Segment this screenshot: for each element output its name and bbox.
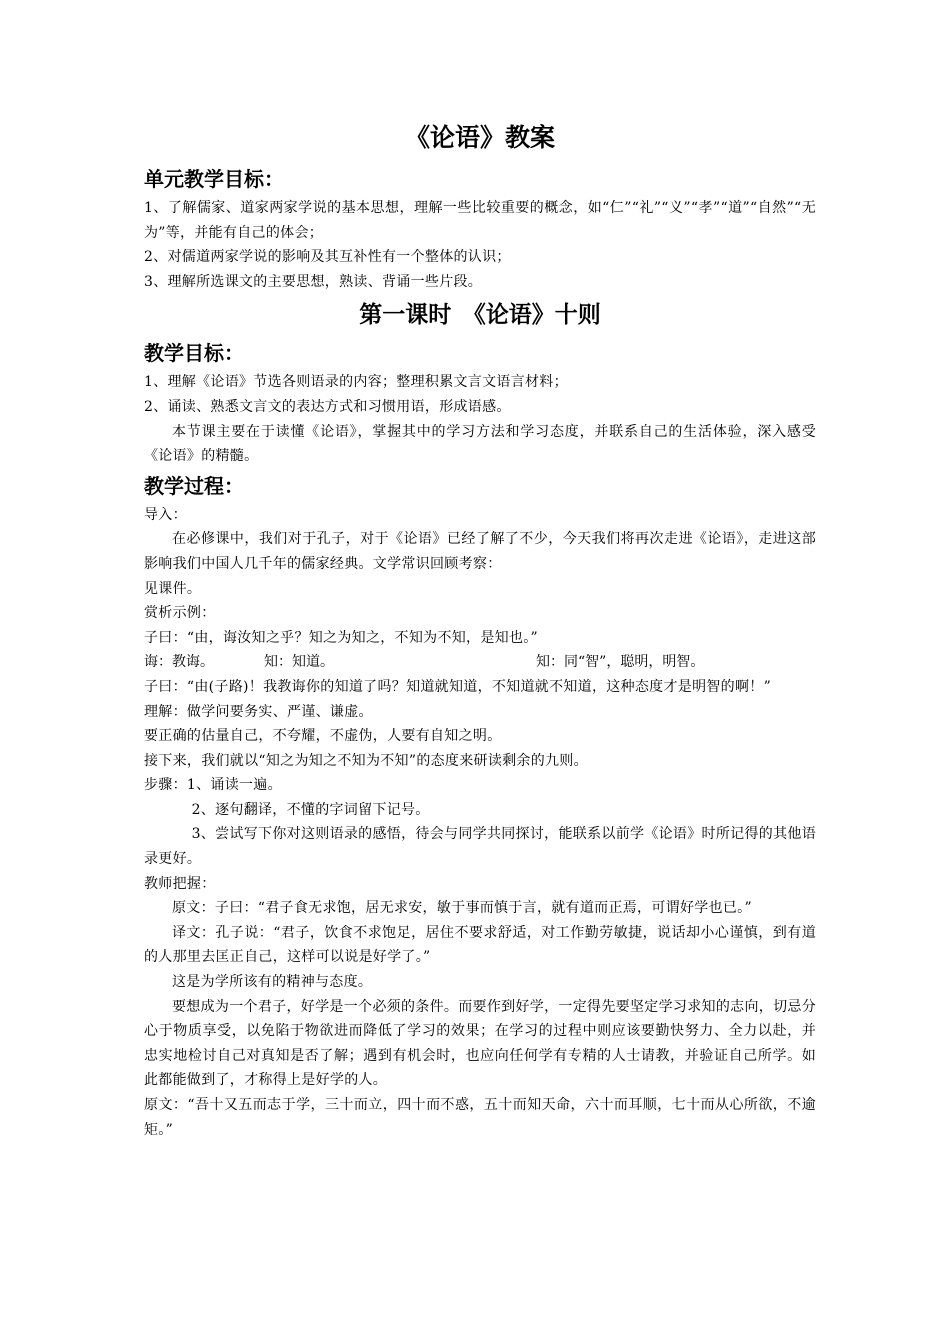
step-2: 2、逐句翻译，不懂的字词留下记号。 [191,801,430,818]
process-heading: 教学过程： [144,473,244,498]
example-label: 赏析示例： [144,605,216,622]
step-3-text: 3、尝试写下你对这则语录的感悟，待会与同学共同探讨，能联系以前学《论语》时所记得的其他语录更好。 [144,826,816,868]
teacher-label: 教师把握： [144,875,216,892]
gloss-zhi-know: 知：知道。 [264,654,334,671]
intro-label: 导入： [144,506,187,523]
intro-text: 在必修课中，我们对于孔子，对于《论语》已经了解了不少，今天我们将再次走进《论语》，走进这部影响我们中国人几千年的儒家经典。文学常识回顾考察： [144,531,816,572]
unit-goals-heading: 单元教学目标： [144,167,284,191]
see-courseware: 见课件。 [144,580,202,597]
step-1: 步骤：1、诵读一遍。 [144,777,282,794]
step-3 [144,822,816,871]
lesson-title: 第一课时 《论语》十则 [359,302,601,329]
example-quote: 子曰：“由，诲汝知之乎？知之为知之，不知为不知，是知也。” [144,629,539,646]
lesson-summary: 本节课主要在于读懂《论语》，掌握其中的学习方法和学习态度，并联系自己的生活体验，深入感受《论语》的精髓。 [144,423,816,465]
analysis-1: 要想成为一个君子，好学是一个必须的条件。而要作到好学，一定得先要坚定学习求知的志向，切忌分心于物质享受，以免陷于物欲进而降低了学习的效果；在学习的过程中则应该要勤快努力、全力以赴，并忠实地检讨自己对真知是否了解；遇到有机会时，也应向任何学有专精的人士请教，并验证自己所学。如此都能做到了，才称得上是好学的人。 [144,998,816,1089]
unit-goal-item-2: 2、对儒道两家学说的影响及其互补性有一个整体的认识； [144,249,511,266]
lesson-goal-item-2: 2、诵读、熟悉文言文的表达方式和习惯用语，形成语感。 [144,398,511,415]
example-translation: 子曰：“由(子路)！我教诲你的知道了吗？知道就知道，不知道就不知道，这种态度才是明智的啊！” [144,678,772,695]
document-title: 《论语》教案 [404,123,555,152]
understanding: 理解：做学问要务实、严谨、谦虚。 [144,703,373,720]
translation-1: 译文：孔子说：“君子，饮食不求饱足，居住不要求舒适，对工作勤劳敏捷，说话却小心谨慎，到有道的人那里去匡正自己，这样可以说是好学了。” [144,924,816,966]
unit-goal-item-3: 3、理解所选课文的主要思想，熟读、背诵一些片段。 [144,273,483,290]
unit-goal-item-1: 1、了解儒家、道家两家学说的基本思想，理解一些比较重要的概念，如“仁”“礼”“义”“孝”“道”“自然”“无为”等，并能有自己的体会； [144,200,816,241]
gloss-hui: 诲：教诲。 [144,654,214,671]
lesson-goals-heading: 教学目标： [144,341,244,366]
original-1: 原文：子曰：“君子食无求饱，居无求安，敏于事而慎于言，就有道而正焉，可谓好学也已。” [172,900,752,917]
document-page [144,118,816,1142]
glossary-line [144,650,816,675]
lesson-goal-item-1: 1、理解《论语》节选各则语录的内容；整理积累文言文语言材料； [144,374,568,391]
gloss-zhi-wise: 知：同“智”，聪明，明智。 [536,654,705,671]
note-1: 这是为学所该有的精神与态度。 [172,974,373,991]
original-2: 原文：“吾十又五而志于学，三十而立，四十而不惑，五十而知天命，六十而耳顺，七十而从心所欲，不逾矩。” [144,1097,816,1138]
transition-text: 接下来，我们就以“知之为知之不知为不知”的态度来研读剩余的九则。 [144,752,588,769]
self-knowledge: 要正确的估量自己，不夸耀，不虚伪，人要有自知之明。 [144,728,502,745]
